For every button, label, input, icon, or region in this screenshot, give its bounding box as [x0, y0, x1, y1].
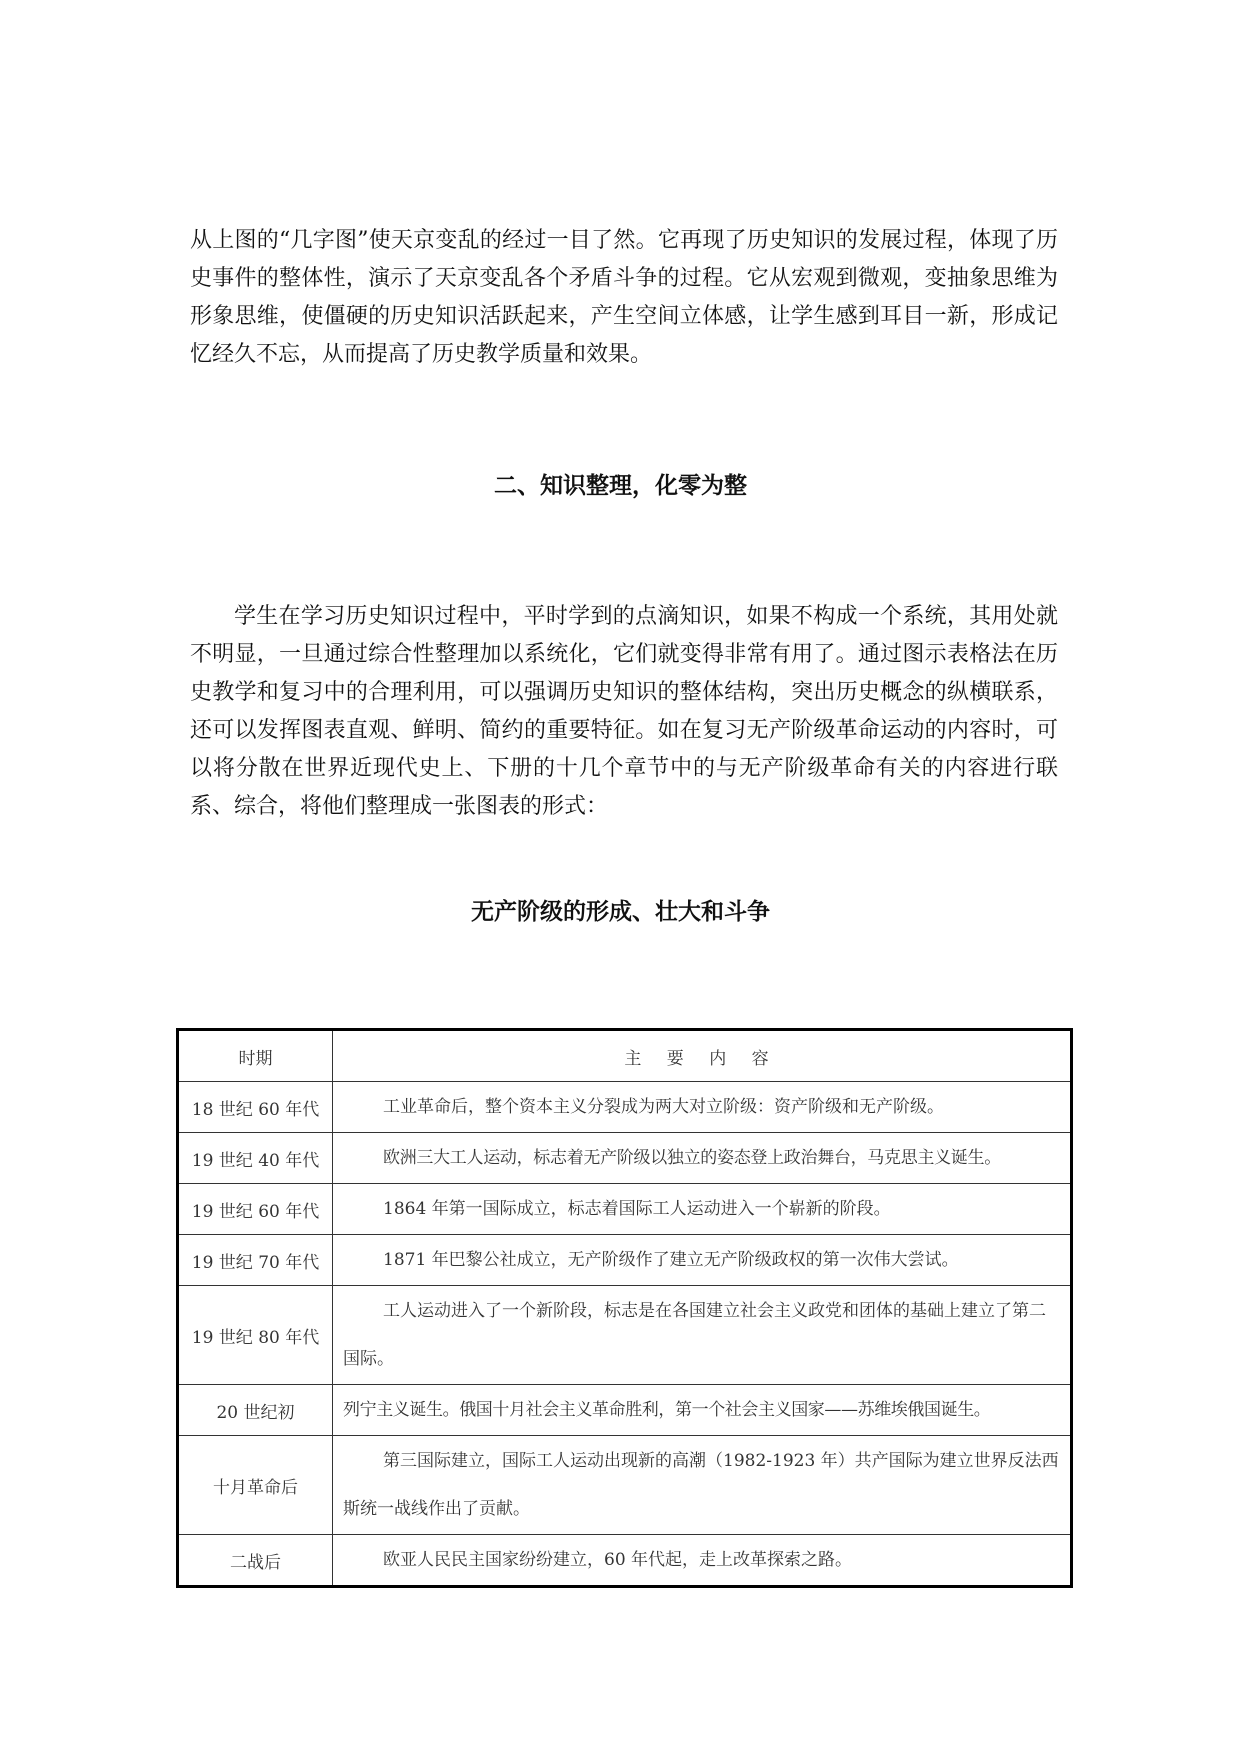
row-content-text: 1864 年第一国际成立，标志着国际工人运动进入一个崭新的阶段。 — [383, 1199, 891, 1219]
table-row — [178, 1133, 1072, 1184]
row-content — [333, 1235, 1072, 1286]
row-content — [333, 1286, 1072, 1385]
header-period: 时期 — [178, 1030, 333, 1082]
row-content — [333, 1184, 1072, 1235]
row-content-text: 欧亚人民民主国家纷纷建立，60 年代起，走上改革探索之路。 — [383, 1550, 853, 1570]
header-content — [333, 1030, 1072, 1082]
row-content-text: 1871 年巴黎公社成立，无产阶级作了建立无产阶级政权的第一次伟大尝试。 — [383, 1250, 959, 1270]
row-content-text: 工业革命后，整个资本主义分裂成为两大对立阶级：资产阶级和无产阶级。 — [383, 1097, 944, 1117]
table-title: 无产阶级的形成、壮大和斗争 — [471, 898, 770, 925]
paragraph-knowledge: 学生在学习历史知识过程中，平时学到的点滴知识，如果不构成一个系统，其用处就不明显，一旦通过综合性整理加以系统化，它们就变得非常有用了。通过图示表格法在历史教学和复习中的合理利用，可以强调历史知识的整体结构，突出历史概念的纵横联系，还可以发挥图表直观、鲜明、简约的重要特征。如在复习无产阶级革命运动的内容时，可以将分散在世界近现代史上、下册的十几个章节中的与无产阶级革命有关的内容进行联系、综合，将他们整理成一张图表的形式： — [190, 604, 1058, 819]
table-row — [178, 1535, 1072, 1587]
table-row — [178, 1082, 1072, 1133]
row-content — [333, 1436, 1072, 1535]
row-period: 19 世纪 60 年代 — [178, 1184, 333, 1235]
row-period: 二战后 — [178, 1535, 333, 1587]
table-header-row — [178, 1030, 1072, 1082]
table-row — [178, 1436, 1072, 1535]
row-period: 19 世纪 80 年代 — [178, 1286, 333, 1385]
row-period: 19 世纪 70 年代 — [178, 1235, 333, 1286]
section-heading: 二、知识整理，化零为整 — [494, 472, 747, 499]
row-period: 18 世纪 60 年代 — [178, 1082, 333, 1133]
row-content — [333, 1082, 1072, 1133]
table-row — [178, 1385, 1072, 1436]
history-table — [176, 1028, 1073, 1588]
row-content — [333, 1535, 1072, 1587]
row-period: 20 世纪初 — [178, 1385, 333, 1436]
row-content — [333, 1133, 1072, 1184]
row-period: 十月革命后 — [178, 1436, 333, 1535]
row-period: 19 世纪 40 年代 — [178, 1133, 333, 1184]
row-content — [333, 1385, 1072, 1436]
paragraph-summary: 从上图的“几字图”使天京变乱的经过一目了然。它再现了历史知识的发展过程，体现了历史事件的整体性，演示了天京变乱各个矛盾斗争的过程。它从宏观到微观，变抽象思维为形象思维，使僵硬的历史知识活跃起来，产生空间立体感，让学生感到耳目一新，形成记忆经久不忘，从而提高了历史教学质量和效果。 — [190, 228, 1058, 367]
row-content-text: 工人运动进入了一个新阶段，标志是在各国建立社会主义政党和团体的基础上建立了第二国际。 — [343, 1301, 1046, 1369]
table-row — [178, 1286, 1072, 1385]
row-content-text: 列宁主义诞生。俄国十月社会主义革命胜利，第一个社会主义国家——苏维埃俄国诞生。 — [343, 1400, 991, 1420]
table-row — [178, 1235, 1072, 1286]
row-content-text: 欧洲三大工人运动，标志着无产阶级以独立的姿态登上政治舞台，马克思主义诞生。 — [383, 1148, 1001, 1168]
header-content-label: 主 要 内 容 — [624, 1048, 779, 1069]
row-content-text: 第三国际建立，国际工人运动出现新的高潮（1982-1923 年）共产国际为建立世界反法西斯统一战线作出了贡献。 — [343, 1451, 1059, 1519]
table-row — [178, 1184, 1072, 1235]
